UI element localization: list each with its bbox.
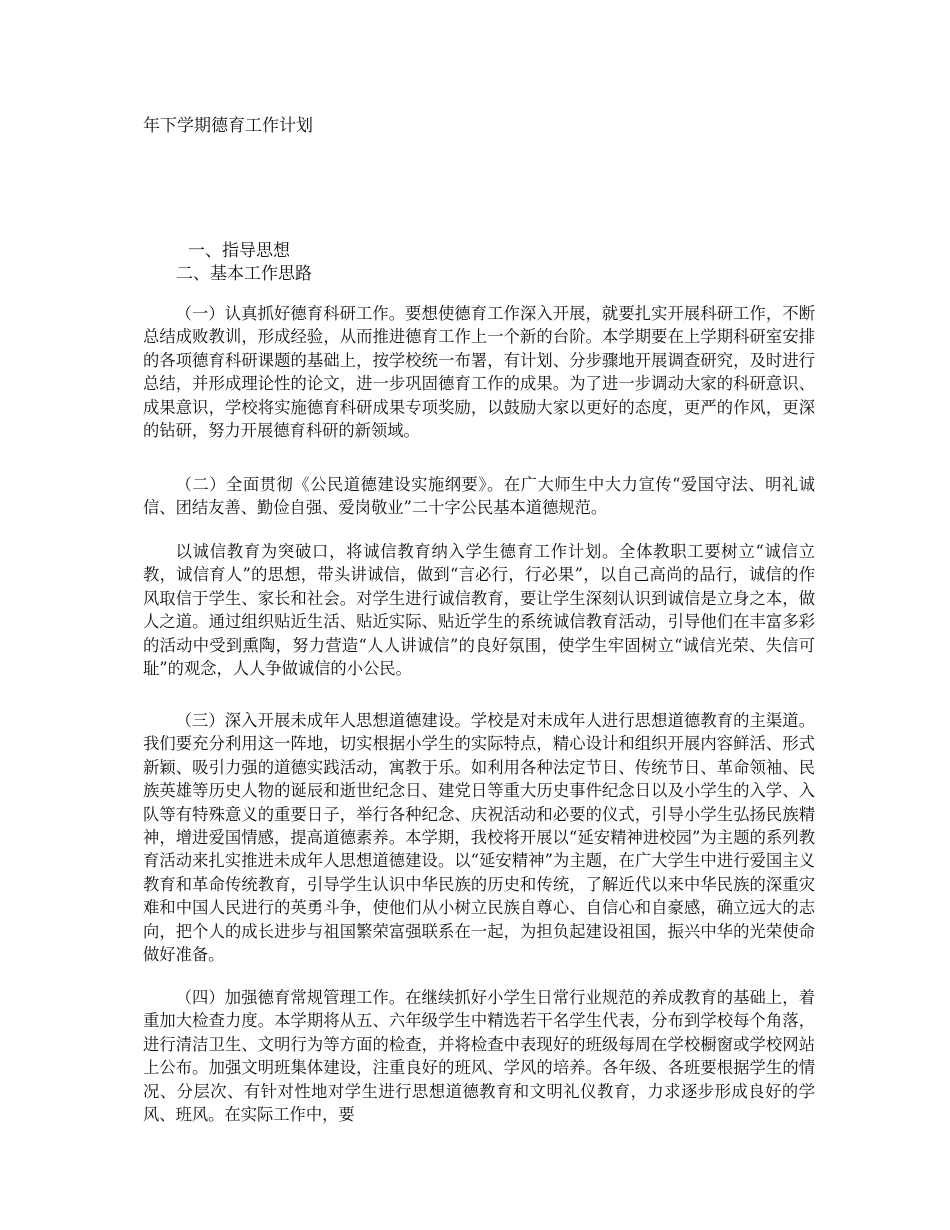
section-heading-guiding-ideology: 一、指导思想	[188, 241, 290, 261]
paragraph-minor-moral-construction: （三）深入开展未成年人思想道德建设。学校是对未成年人进行思想道德教育的主渠道。我们要充分利用这一阵地，切实根据小学生的实际特点，精心设计和组织开展内容鲜活、形式新颖、吸引力强的道德实践活动，寓教于乐。如利用各种法定节日、传统节日、革命领袖、民族英雄等历史人物的诞辰和逝世纪念日、建党日等重大历史事件纪念日以及小学生的入学、入队等有特殊意义的重要日子，举行各种纪念、庆祝活动和必要的仪式，引导小学生弘扬民族精神，增进爱国情感，提高道德素养。本学期，我校将开展以“延安精神进校园”为主题的系列教育活动来扎实推进未成年人思想道德建设。以“延安精神”为主题，在广大学生中进行爱国主义教育和革命传统教育，引导学生认识中华民族的历史和传统，了解近代以来中华民族的深重灾难和中国人民进行的英勇斗争，使他们从小树立民族自尊心、自信心和自豪感，确立远大的志向，把个人的成长进步与祖国繁荣富强联系在一起，为担负起建设祖国，振兴中华的光荣使命做好准备。	[143, 711, 815, 965]
paragraph-moral-research: （一）认真抓好德育科研工作。要想使德育工作深入开展，就要扎实开展科研工作，不断总结成败教训，形成经验，从而推进德育工作上一个新的台阶。本学期要在上学期科研室安排的各项德育科研课题的基础上，按学校统一布署，有计划、分步骤地开展调查研究，及时进行总结，并形成理论性的论文，进一步巩固德育工作的成果。为了进一步调动大家的科研意识、成果意识，学校将实施德育科研成果专项奖励，以鼓励大家以更好的态度，更严的作风，更深的钻研，努力开展德育科研的新领域。	[143, 304, 815, 441]
paragraph-civic-morality: （二）全面贯彻《公民道德建设实施纲要》。在广大师生中大力宣传“爱国守法、明礼诚信、团结友善、勤俭自强、爱岗敬业”二十字公民基本道德规范。	[143, 475, 815, 518]
document-title: 年下学期德育工作计划	[143, 116, 313, 136]
paragraph-integrity-education: 以诚信教育为突破口，将诚信教育纳入学生德育工作计划。全体教职工要树立“诚信立教，诚信育人”的思想，带头讲诚信，做到“言必行，行必果”，以自己高尚的品行，诚信的作风取信于学生、家长和社会。对学生进行诚信教育，要让学生深刻认识到诚信是立身之本，做人之道。通过组织贴近生活、贴近实际、贴近学生的系统诚信教育活动，引导他们在丰富多彩的活动中受到熏陶，努力营造“人人讲诚信”的良好氛围，使学生牢固树立“诚信光荣、失信可耻”的观念，人人争做诚信的小公民。	[143, 542, 815, 679]
section-heading-basic-work-ideas: 二、基本工作思路	[176, 264, 312, 284]
paragraph-routine-management: （四）加强德育常规管理工作。在继续抓好小学生日常行业规范的养成教育的基础上，着重加大检查力度。本学期将从五、六年级学生中精选若干名学生代表，分布到学校每个角落，进行清洁卫生、文明行为等方面的检查，并将检查中表现好的班级每周在学校橱窗或学校网站上公布。加强文明班集体建设，注重良好的班风、学风的培养。各年级、各班要根据学生的情况、分层次、有针对性地对学生进行思想道德教育和文明礼仪教育，力求逐步形成良好的学风、班风。在实际工作中，要	[143, 988, 815, 1125]
